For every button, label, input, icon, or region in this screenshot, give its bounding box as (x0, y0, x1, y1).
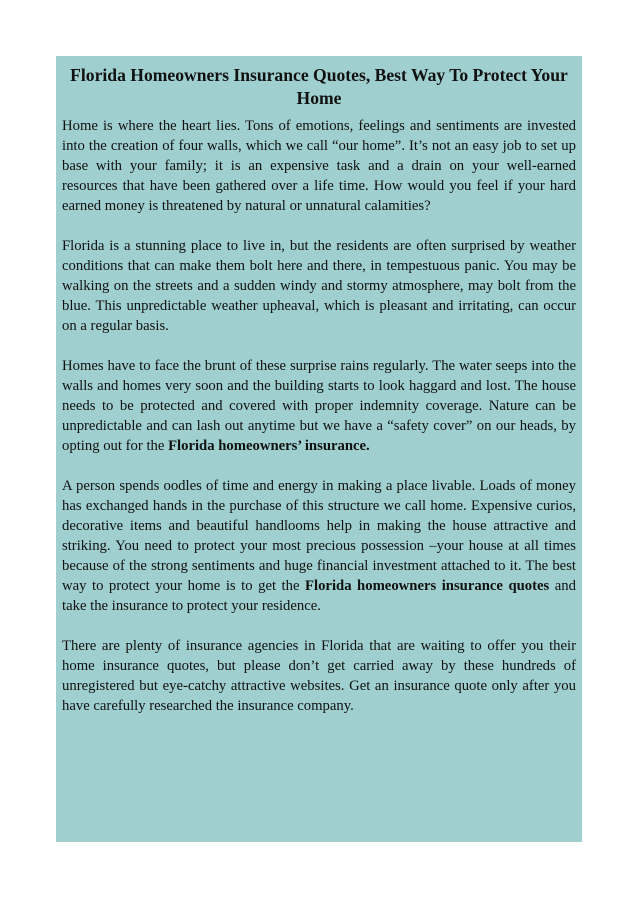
paragraph-3-text: Homes have to face the brunt of these surprise rains regularly. The water seeps into the walls and homes very soon and the building starts to look haggard and lost. The house needs to be protected and covered with proper indemnity coverage. Nature can be unpredictable and can lash out anytime but we have a “safety cover” on our heads, by opting out for the (62, 358, 576, 454)
paragraph-3 (62, 356, 576, 456)
paragraph-3-bold: Florida homeowners’ insurance. (168, 438, 370, 454)
paragraph-2-text: Florida is a stunning place to live in, but the residents are often surprised by weather conditions that can make them bolt here and there, in tempestuous panic. You may be walking on the streets and a sudden windy and stormy atmosphere, may bolt from the blue. This unpredictable weather upheaval, which is pleasant and irritating, can occur on a regular basis. (62, 238, 576, 334)
paragraph-4 (62, 476, 576, 616)
paragraph-4-text: A person spends oodles of time and energy in making a place livable. Loads of money has exchanged hands in the purchase of this structure we call home. Expensive curios, decorative items and beautiful handlooms help in making the house attractive and striking. You need to protect your most precious possession –your house at all times because of the strong sentiments and huge financial investment attached to it. The best way to protect your home is to get the (62, 478, 576, 594)
paragraph-4-after: and take the insurance to protect your residence. (62, 578, 576, 614)
paragraph-2 (62, 236, 576, 336)
paragraph-4-bold: Florida homeowners insurance quotes (305, 578, 550, 594)
document-panel (56, 56, 582, 842)
paragraph-1 (62, 116, 576, 216)
paragraph-1-text: Home is where the heart lies. Tons of emotions, feelings and sentiments are invested into the creation of four walls, which we call “our home”. It’s not an easy job to set up base with your family; it is an expensive task and a drain on your well-earned resources that have been gathered over a life time. How would you feel if your hard earned money is threatened by natural or unnatural calamities? (62, 118, 576, 214)
document-title: Florida Homeowners Insurance Quotes, Best Way To Protect Your Home (70, 65, 568, 108)
paragraph-5 (62, 636, 576, 716)
paragraph-5-text: There are plenty of insurance agencies in Florida that are waiting to offer you their home insurance quotes, but please don’t get carried away by these hundreds of unregistered but eye-catchy attractive websites. Get an insurance quote only after you have carefully researched the insurance company. (62, 638, 576, 714)
